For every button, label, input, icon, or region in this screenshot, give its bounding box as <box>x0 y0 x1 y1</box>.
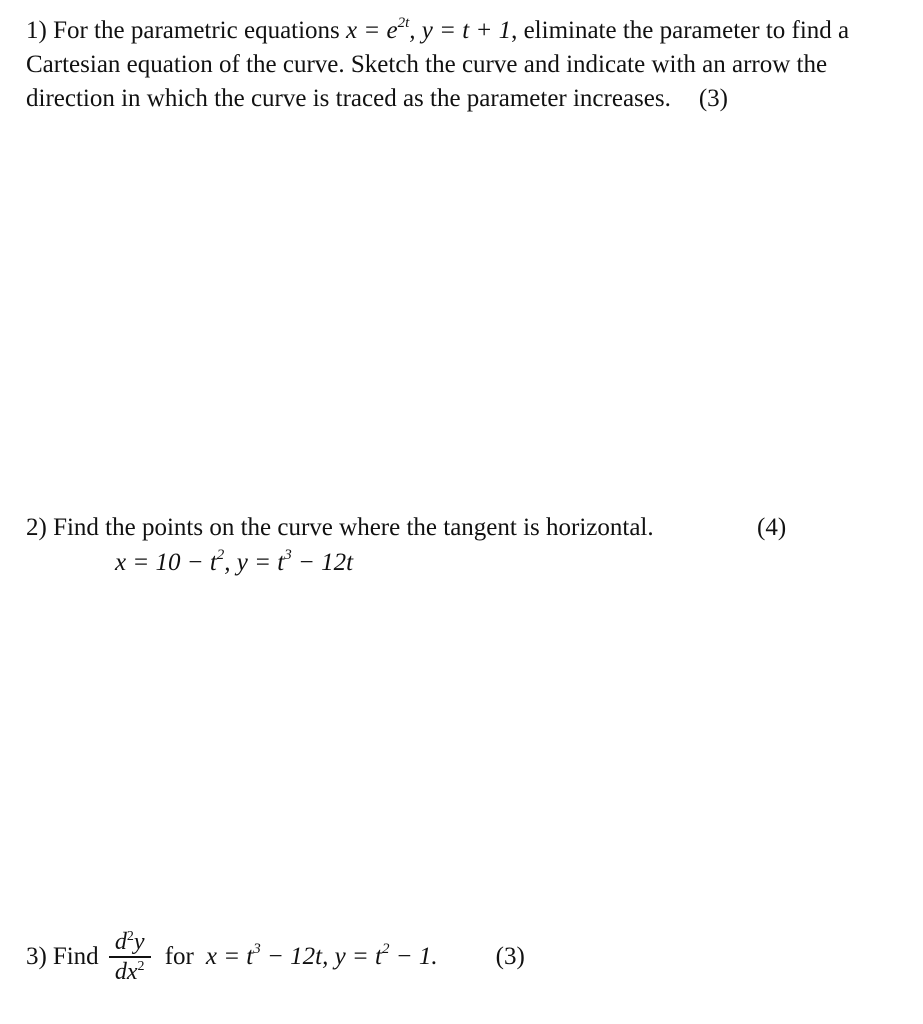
question-2-text: Find the points on the curve where the tangent is horizontal. <box>53 514 654 541</box>
question-2-equation <box>115 546 353 580</box>
question-1-line-3-text: direction in which the curve is traced as the parameter increases. <box>26 85 671 112</box>
question-3-equation <box>206 940 438 974</box>
question-1-number: 1) <box>26 17 47 44</box>
second-derivative-fraction <box>109 928 151 986</box>
numerator-d: d <box>114 929 127 955</box>
fraction-numerator <box>112 928 148 956</box>
question-2-y-rest: − 12t <box>291 549 354 576</box>
question-1-marks: (3) <box>698 85 729 112</box>
question-3-find-label: Find <box>52 942 99 970</box>
question-1-x-exponent: 2t <box>397 15 410 31</box>
question-1-x-base: x = e <box>346 17 398 44</box>
question-2-y-part: , y = t <box>224 549 285 576</box>
question-3-x-part: x = t <box>205 942 254 970</box>
denominator-dx: dx <box>114 958 138 985</box>
question-1-line-1-end: , eliminate the parameter to find a <box>511 17 850 44</box>
question-1-y-equation: , y = t + 1 <box>409 17 512 44</box>
question-3-x-rest: − 12t, y = t <box>260 942 382 970</box>
question-3-y-exponent: 2 <box>382 940 390 957</box>
question-1-line-2: Cartesian equation of the curve. Sketch the curve and indicate with an arrow the <box>26 51 828 78</box>
numerator-variable: y <box>133 929 145 955</box>
question-3-number: 3) <box>26 942 47 970</box>
question-2-number: 2) <box>26 514 47 541</box>
question-2-marks: (4) <box>757 514 787 541</box>
denominator-exponent: 2 <box>137 958 145 974</box>
question-2-x-part: x = 10 − t <box>115 549 217 576</box>
question-1 <box>26 14 916 116</box>
fraction-denominator <box>112 958 148 986</box>
numerator-exponent: 2 <box>126 929 134 944</box>
question-1-line-3 <box>26 82 916 116</box>
question-2-y-exponent: 3 <box>284 547 292 563</box>
question-3-x-exponent: 3 <box>253 940 261 957</box>
question-1-intro: For the parametric equations <box>53 17 340 44</box>
question-3 <box>26 928 525 986</box>
question-2 <box>26 511 906 545</box>
question-3-for-label: for <box>164 942 194 970</box>
question-1-line-1 <box>26 14 916 48</box>
question-3-y-rest: − 1. <box>389 942 438 970</box>
question-2-x-exponent: 2 <box>216 547 225 563</box>
question-3-marks: (3) <box>495 942 525 970</box>
question-1-x-equation <box>346 17 409 44</box>
